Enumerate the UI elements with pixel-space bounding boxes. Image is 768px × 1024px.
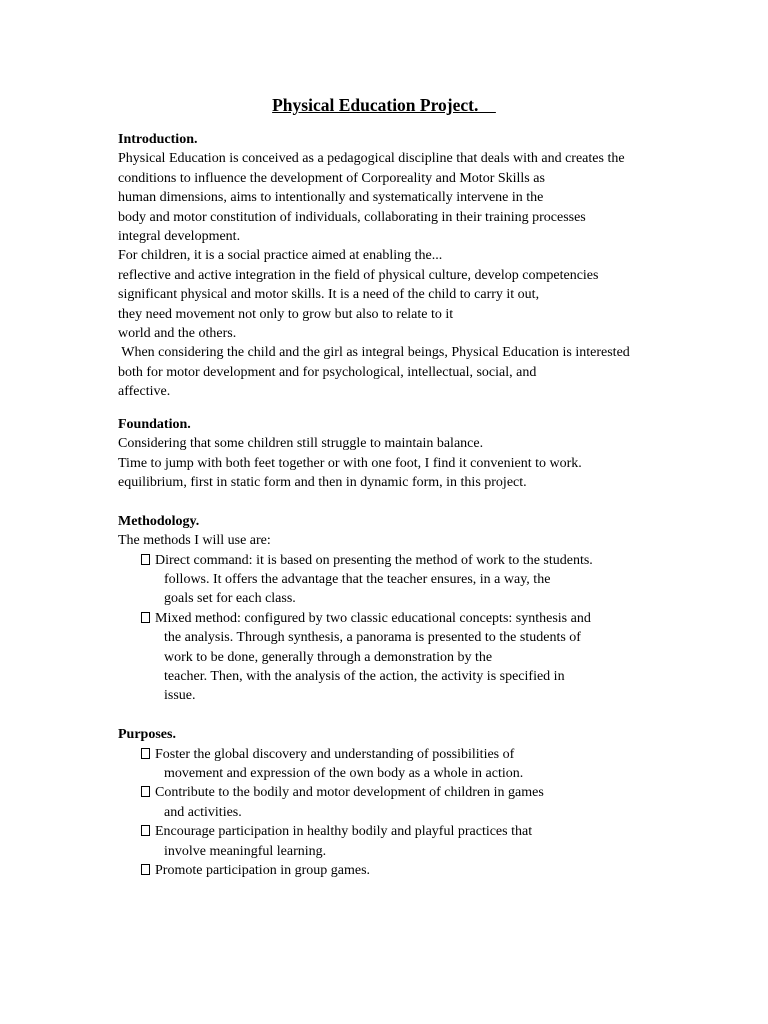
bullet-item xyxy=(118,609,678,706)
section-spacer xyxy=(118,493,678,512)
paragraph-line: The methods I will use are: xyxy=(118,533,271,549)
section-spacer xyxy=(118,706,678,725)
bullet-text: Promote participation in group games. xyxy=(155,862,371,878)
bullet-continuation: follows. It offers the advantage that the teacher ensures, in a way, the xyxy=(164,572,551,588)
section-heading: Introduction. xyxy=(118,132,198,147)
paragraph-line: affective. xyxy=(118,384,171,400)
bullet-item xyxy=(118,861,678,880)
paragraph-line: For children, it is a social practice aimed at enabling the... xyxy=(118,248,443,264)
bullet-box-icon xyxy=(141,786,150,797)
paragraph-line: body and motor constitution of individuals, collaborating in their training processes xyxy=(118,209,586,225)
bullet-continuation: issue. xyxy=(164,688,196,704)
bullet-text: Direct command: it is based on presenting the method of work to the students. xyxy=(155,552,593,568)
paragraph-line: equilibrium, first in static form and then in dynamic form, in this project. xyxy=(118,475,527,491)
bullet-text: Encourage participation in healthy bodily and playful practices that xyxy=(155,824,533,840)
section-heading: Purposes. xyxy=(118,727,176,743)
section-spacer xyxy=(118,401,678,415)
bullet-item xyxy=(118,551,678,609)
bullet-continuation: and activities. xyxy=(164,804,242,820)
paragraph-line: human dimensions, aims to intentionally and systematically intervene in the xyxy=(118,190,544,206)
document-body xyxy=(118,130,678,880)
paragraph-line: both for motor development and for psychological, intellectual, social, and xyxy=(118,364,537,380)
section-heading: Methodology. xyxy=(118,513,200,529)
bullet-box-icon xyxy=(141,554,150,565)
bullet-continuation: movement and expression of the own body as a whole in action. xyxy=(164,766,524,781)
bullet-box-icon xyxy=(141,864,150,875)
bullet-item xyxy=(118,783,678,822)
bullet-item xyxy=(118,745,678,784)
section-heading: Foundation. xyxy=(118,416,191,432)
paragraph-line: they need movement not only to grow but also to relate to it xyxy=(118,306,454,322)
page-title xyxy=(0,94,768,116)
section-introduction xyxy=(118,130,678,401)
paragraph-line: Time to jump with both feet together or with one foot, I find it convenient to work. xyxy=(118,455,582,471)
paragraph-line: world and the others. xyxy=(118,325,237,341)
paragraph-line: conditions to influence the development of Corporeality and Motor Skills as xyxy=(118,170,545,186)
bullet-text: Foster the global discovery and understanding of possibilities of xyxy=(155,746,515,762)
section-foundation xyxy=(118,415,678,493)
bullet-continuation: teacher. Then, with the analysis of the action, the activity is specified in xyxy=(164,669,565,685)
section-purposes xyxy=(118,725,678,880)
paragraph-line: Considering that some children still struggle to maintain balance. xyxy=(118,436,484,452)
page-title-text: Physical Education Project. xyxy=(272,95,496,115)
bullet-continuation: goals set for each class. xyxy=(164,591,296,607)
bullet-box-icon xyxy=(141,825,150,836)
paragraph-line: significant physical and motor skills. It is a need of the child to carry it out, xyxy=(118,287,540,303)
bullet-box-icon xyxy=(141,612,150,623)
bullet-text: Contribute to the bodily and motor development of children in games xyxy=(155,785,544,801)
bullet-text: Mixed method: configured by two classic educational concepts: synthesis and xyxy=(155,610,591,626)
paragraph-line: When considering the child and the girl as integral beings, Physical Education is interested xyxy=(118,345,630,361)
paragraph-line: Physical Education is conceived as a pedagogical discipline that deals with and creates the xyxy=(118,151,625,167)
paragraph-line: integral development. xyxy=(118,228,241,244)
bullet-continuation: the analysis. Through synthesis, a panorama is presented to the students of xyxy=(164,630,581,646)
paragraph-line: reflective and active integration in the field of physical culture, develop competencies xyxy=(118,267,599,283)
bullet-box-icon xyxy=(141,748,150,759)
bullet-item xyxy=(118,822,678,861)
bullet-continuation: work to be done, generally through a demonstration by the xyxy=(164,649,493,665)
section-methodology xyxy=(118,512,678,706)
bullet-continuation: involve meaningful learning. xyxy=(164,843,327,859)
